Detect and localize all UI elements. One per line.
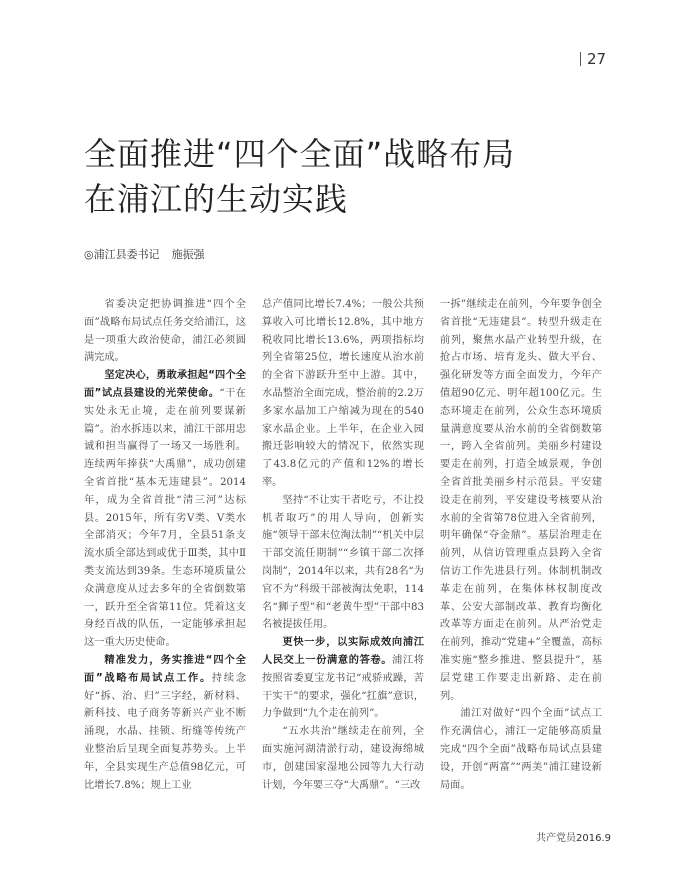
byline-author: 施振强 [171, 248, 205, 261]
paragraph-body: “干在实处永无止境，走在前列要谋新篇”。治水拆违以来，浦江干部用忠诚和担当赢得了一场又一场胜利。连续两年捧获“大禹鼎”，成功创建全省首批“基本无违建县”。2014年，成为全省首批“清三河”达标县。2015年，所有劣Ⅴ类、Ⅴ类水全部消灭；今年7月，全县51条支流水质全部达到或优于Ⅲ类，其中Ⅱ类支流达到39条。生态环境质量公众满意度从过去多年的全省倒数第一，跃升至全省第11位。凭着这支身经百战的队伍，一定能够承担起这一重大历史使命。 [84, 387, 246, 649]
paragraph-lead: 精准发力，务实推进“四个全面”战略布局试点工作。 [84, 654, 246, 684]
issue-date: 2016.9 [576, 833, 611, 844]
paragraph-body: 持续念好“拆、治、归”三字经，新材料、新科技、电子商务等新兴产业不断涌现，水晶、挂锁、绗缝等传统产业整治后呈现全面复苏势头。上半年，全县实现生产总值98亿元，可比增长7.8%；规上工业 [84, 672, 247, 791]
paragraph-body: 浦江将按照省委夏宝龙书记“戒骄戒躁，苦干实干”的要求，强化“扛旗”意识，力争做到“九个走在前列”。 [262, 654, 424, 720]
article-title-line-2: 在浦江的生动实践 [84, 180, 349, 218]
paragraph: 一拆”继续走在前列，今年要争创全省首批“无违建县”。转型升级走在前列，聚焦水晶产业转型升级，在抢占市场、培育龙头、做大平台、强化研发等方面全面发力，今年产值超90亿元、明年超100亿元。生态环境走在前列，公众生态环境质量满意度要从治水前的全省倒数第一，跨入全省前列。美丽乡村建设要走在前列，打造全域景观，争创全省首批美丽乡村示范县。平安建设走在前列，平安建设考核要从治水前的全省第78位进入全省前列，明年确保“夺金鼎”。基层治理走在前列，从信访管理重点县跨入全省信访工作先进县行列。体制机制改革走在前列，在集体林权制度改革、公安大部制改革、教育均衡化改革等方面走在前列。从严治党走在前列，推动“党建+”全覆盖，高标准实施“整乡推进、整县提升”，基层党建工作要走出新路、走在前列。 [440, 299, 602, 702]
page-number-value: 27 [587, 50, 607, 68]
paragraph: 总产值同比增长7.4%；一般公共预算收入可比增长12.8%，其中地方税收同比增长13.6%，两项指标均列全省第25位，增长速度从治水前的全省下游跃升至中上游。其中，水晶整治全面完成，整治前的2.2万多家水晶加工户缩减为现在的540家水晶企业。上半年，在企业入园搬迁影响较大的情况下，依然实现了43.8亿元的产值和12%的增长率。 [262, 299, 424, 488]
text-column-3 [440, 296, 602, 794]
paragraph [262, 634, 424, 723]
article-byline [84, 246, 205, 262]
text-column-1 [84, 296, 246, 794]
page-number [580, 50, 606, 68]
paragraph-lead: 更快一步，以实际成效向浦江人民交上一份满意的答卷。 [262, 637, 424, 666]
paragraph: 省委决定把协调推进“四个全面”战略布局试点任务交给浦江，这是一项重大政治使命，浦江必须圆满完成。 [84, 299, 246, 364]
magazine-name: 共产党员 [536, 833, 576, 844]
paragraph: 坚持“不让实干者吃亏，不让投机者取巧”的用人导向，创新实施“领导干部末位淘汰制”“机关中层干部交流任期制”“乡镇干部二次择岗制”，2014年以来，共有28名“为官不为”科级干部被淘汰免职，114名“狮子型”和“老黄牛型”干部中83名被提拔任用。 [262, 494, 424, 631]
paragraph [84, 367, 246, 652]
page-footer [534, 829, 611, 844]
page-number-divider [580, 52, 581, 66]
article-title [84, 132, 624, 222]
text-column-2 [262, 296, 424, 794]
paragraph-lead: 坚定决心，勇敢承担起“四个全面”试点县建设的光荣使命。 [84, 370, 246, 399]
paragraph [84, 652, 246, 794]
paragraph: “五水共治”继续走在前列，全面实施河湖清淤行动，建设海绵城市，创建国家湿地公园等九大行动计划，今年要三夺“大禹鼎”。“三改 [262, 726, 424, 791]
byline-org: 浦江县委书记 [93, 248, 160, 261]
article-title-line-1: 全面推进“四个全面”战略布局 [84, 135, 516, 173]
byline-mark: ◎ [84, 248, 94, 261]
paragraph: 浦江对做好“四个全面”试点工作充满信心，浦江一定能够高质量完成“四个全面”战略布局试点县建设，开创“两富”“两美”浦江建设新局面。 [440, 708, 602, 791]
